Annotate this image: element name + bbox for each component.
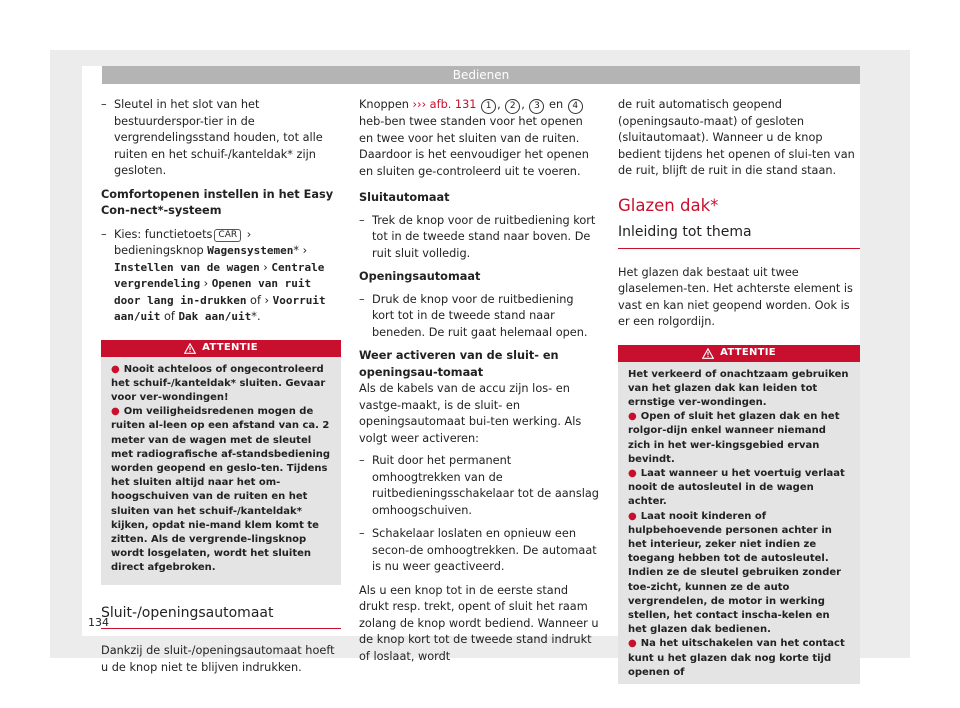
page-number: 134 <box>88 616 109 629</box>
bullet-icon: ● <box>628 638 637 650</box>
easy-connect-heading: Comfortopenen instellen in het Easy Con-nect*-systeem <box>101 187 334 217</box>
warning-item <box>628 410 850 467</box>
list-item: – Ruit door het permanent omhoogtrekken van de ruitbedieningsschakelaar tot de aanslag omhoogschuiven. <box>359 453 599 519</box>
final-paragraph: Als u een knop tot in de eerste stand drukt resp. trekt, opent of sluit het raam zolang de knop wordt bediend. Wanneer u de knop kort tot de tweede stand indrukt of loslaat, wordt <box>359 583 599 663</box>
warning-lead: Het verkeerd of onachtzaam gebruiken van het glazen dak kan leiden tot ernstige ver-wondingen. <box>628 368 849 408</box>
column-3 <box>618 97 860 684</box>
list-item: – Schakelaar loslaten en opnieuw een secon-de omhoogtrekken. De automaat is nu weer geactiveerd. <box>359 526 599 576</box>
path-separator: *. <box>251 310 261 323</box>
car-key-icon: CAR <box>214 229 241 242</box>
path-separator: of › <box>246 293 273 307</box>
intro-paragraph: Het glazen dak bestaat uit twee glaselemen-ten. Het achterste element is vast en kan niet geopend worden. Ook is er een rolgordijn. <box>618 265 853 328</box>
warning-header <box>101 340 341 357</box>
section-rule <box>618 248 860 249</box>
path-intro: Kies: functietoets <box>114 227 213 241</box>
warning-icon <box>184 343 196 354</box>
column-2 <box>359 97 599 665</box>
path-separator: › bedieningsknop <box>114 227 252 257</box>
warning-box <box>101 340 341 585</box>
warning-item <box>111 363 331 406</box>
button-number-icon: 2 <box>505 99 520 114</box>
figure-reference: ››› afb. 131 <box>412 98 477 111</box>
list-item: – Trek de knop voor de ruitbediening kort tot in de tweede stand naar boven. De ruit sluit volledig. <box>359 213 599 263</box>
bullet-icon: ● <box>628 411 637 423</box>
warning-label: ATTENTIE <box>720 346 776 358</box>
path-separator: * › <box>293 244 308 257</box>
button-number-icon: 4 <box>568 99 583 114</box>
intro-paragraph: Knoppen ››› afb. 131 1 , 2 , 3 en 4 heb-ben twee standen voor het openen en twee voor het sluiten van de ruiten. Daardoor is het eenvoudiger het openen en sluiten ge-controleerd uit te voeren. <box>359 98 589 178</box>
sluitautomaat-heading: Sluitautomaat <box>359 191 450 204</box>
intro-text: en <box>545 98 567 111</box>
path-separator: › <box>259 260 272 274</box>
path-item: Centrale vergrendeling <box>114 260 325 290</box>
warning-box <box>618 345 860 684</box>
warning-item-text: Laat wanneer u het voertuig verlaat nooit de autosleutel in de wagen achter. <box>628 467 845 508</box>
section-title: Inleiding tot thema <box>618 224 752 240</box>
section-text: Dankzij de sluit-/openingsautomaat hoeft u de knop niet te blijven indrukken. <box>101 644 335 674</box>
intro-text: heb-ben twee standen voor het openen en twee voor het sluiten van de ruiten. Daardoor is het eenvoudiger het openen en sluiten ge-controleerd uit te voeren. <box>359 115 589 178</box>
warning-item-text: Open of sluit het glazen dak en het rolgor-dijn enkel wanneer niemand zich in het wer-kingsgebied ervan bevindt. <box>628 411 840 465</box>
reactivate-heading: Weer activeren van de sluit- en openingsau-tomaat <box>359 349 559 379</box>
warning-item <box>628 637 850 680</box>
path-separator: of <box>160 310 179 323</box>
path-item: Openen van ruit door lang in-drukken <box>114 277 312 307</box>
warning-body <box>618 362 860 684</box>
path-item: Instellen van de wagen <box>114 260 260 274</box>
path-item: Wagensystemen <box>207 244 294 257</box>
bullet-icon: ● <box>628 510 637 522</box>
path-separator: › <box>200 277 212 290</box>
section-rule <box>101 628 341 629</box>
chapter-header: Bedienen <box>102 66 860 84</box>
warning-item-text: Nooit achteloos of ongecontroleerd het schuif-/kanteldak* sluiten. Gevaar voor ver-wondingen! <box>111 363 326 403</box>
bullet-icon: ● <box>111 363 120 375</box>
warning-icon <box>702 348 714 359</box>
button-number-icon: 3 <box>529 99 544 114</box>
warning-item <box>628 510 850 638</box>
warning-body <box>101 357 341 585</box>
bullet-icon: ● <box>628 467 637 479</box>
warning-item-text: Laat nooit kinderen of hulpbehoevende personen achter in het interieur, zeker niet indien ze toegang hebben tot de autosleutel. Indien ze de sleutel gebruiken zonder toe-zicht, kunnen ze de auto vergrendelen, de motor in werking stellen, het contact inscha-kelen en het glazen dak bedienen. <box>628 510 842 636</box>
path-item: Dak aan/uit <box>178 310 252 323</box>
warning-item <box>111 405 331 575</box>
continued-paragraph: de ruit automatisch geopend (openingsauto-maat) of gesloten (sluitautomaat). Wanneer u de knop bedient tijdens het openen of slui-ten van de ruit, blijft de ruit in die stand staan. <box>618 98 855 177</box>
list-item: – Sleutel in het slot van het bestuurderspor-tier in de vergrendelingsstand houden, tot alle ruiten en het schuif-/kanteldak* zijn gesloten. <box>101 97 341 180</box>
warning-item-text: Om veiligheidsredenen mogen de ruiten al-leen op een afstand van ca. 2 meter van de wagen met de sleutel met radiografische af-standsbediening worden geopend en geslo-ten. Tijdens het sluiten altijd naar het om-hoogschuiven van de ruiten en het sluiten van het schuif-/kanteldak* kijken, opdat nie-mand klem komt te zitten. Als de vergrende-lingsknop wordt losgelaten, wordt het sluiten direct afgebroken. <box>111 406 331 574</box>
menu-path <box>101 227 341 326</box>
openingsautomaat-heading: Openingsautomaat <box>359 270 481 283</box>
column-1 <box>101 97 341 676</box>
warning-item-text: Na het uitschakelen van het contact kunt u het glazen dak nog korte tijd openen of <box>628 638 845 678</box>
warning-label: ATTENTIE <box>202 341 258 353</box>
section-title: Sluit-/openingsautomaat <box>101 604 274 621</box>
warning-item <box>628 467 850 510</box>
path-item: Voorruit aan/uit <box>114 293 326 323</box>
chapter-title: Glazen dak* <box>618 195 719 215</box>
button-number-icon: 1 <box>481 99 496 114</box>
bullet-icon: ● <box>111 406 120 418</box>
warning-header <box>618 345 860 362</box>
list-item: – Druk de knop voor de ruitbediening kort tot in de tweede stand naar beneden. De ruit gaat helemaal open. <box>359 292 599 342</box>
intro-text: Knoppen <box>359 98 413 111</box>
reactivate-text: Als de kabels van de accu zijn los- en vastge-maakt, is de sluit- en openingsautomaat bui-ten werking. Als volgt weer activeren: <box>359 382 582 445</box>
